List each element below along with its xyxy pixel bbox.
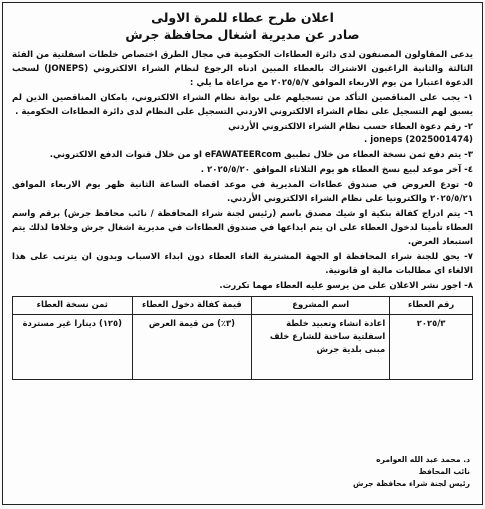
- item-8: ٨- اجور نشر الاعلان على من يرسو عليه العطاء مهما تكررت.: [219, 280, 473, 291]
- cell-copy-price: (١٢٥) دينارا غير مستردة: [13, 315, 133, 380]
- item-6: ٦- يتم ادراج كفالة بنكية او شيك مصدق باسم (رئيس لجنة شراء المحافظة / نائب محافظ جرش) برقم واسم العطاء تأمينا لدخول العطاء على ان يتم ايداعها في صندوق العطاءات في مديرية اشغال جرش وخلافا لذلك يتم استبعاد العرض.: [12, 208, 473, 247]
- cell-tender-number: ٢٠٢٥/٣: [390, 315, 473, 380]
- header-copy-price: ثمن نسخة العطاء: [13, 297, 133, 315]
- item-2: [12, 121, 473, 149]
- item-7: ٧- يحق للجنة شراء المحافظة او الجهة المشترية الغاء العطاء دون ابداء الاسباب وبدون ان يترتب على هذا الالغاء اي مطالبات مالية او قانونية.: [12, 251, 473, 276]
- announcement-title: [12, 9, 473, 43]
- table-header-row: [13, 297, 473, 315]
- table-row: [13, 315, 473, 380]
- signature-block: [353, 454, 470, 490]
- signatory-committee: رئيس لجنة شراء محافظة جرش: [352, 479, 470, 488]
- tender-announcement: [2, 2, 483, 505]
- title-line-1: اعلان طرح عطاء للمرة الاولى: [151, 10, 334, 25]
- header-tender-number: رقم العطاء: [390, 297, 473, 315]
- item-3: ٣- يتم دفع ثمن نسخة العطاء من خلال تطبيق eFAWATEERcom او من خلال قنوات الدفع الالكتروني.: [49, 150, 473, 161]
- intro-paragraph: يدعى المقاولون المصنفون لدى دائرة العطاءات الحكومية في مجال الطرق اختصاص خلطات اسفلتية من الفئة الثالثة والثانية الراغبون الاشتراك بالعطاء المبين ادناه الرجوع لنظام الشراء الالكتروني (JONEPS) لسحب الدعوة اعتبارا من يوم الاربعاء الموافق ٢٠٢٥/٥/٧ مع مراعاة ما يلي :: [12, 50, 473, 88]
- item-2-text: ٢- رقم دعوة العطاء حسب نظام الشراء الالكتروني الأردني: [228, 121, 473, 132]
- item-1: ١- يجب على المناقصين التأكد من تسجيلهم على بوابة نظام الشراء الالكتروني، بامكان المناقصين الذين لم يسبق لهم التسجيل على نظام الشراء الالكتروني الاردني التسجيل على النظام لدى دائرة العطاءات الحكومية .: [12, 92, 473, 117]
- title-line-2: صادر عن مديرية اشغال محافظة جرش: [125, 27, 360, 42]
- item-4: ٤- آخر موعد لبيع نسخ العطاء هو يوم الثلاثاء الموافق ٢٠٢٥/٥/٢٠ .: [200, 165, 473, 176]
- cell-guarantee-value: (٣٪) من قيمة العرض: [132, 315, 252, 380]
- header-project-name: اسم المشروع: [252, 297, 390, 315]
- item-5: ٥- تودع العروض في صندوق عطاءات المديرية في موعد اقصاه الساعة الثانية ظهر يوم الاربعاء الموافق ٢٠٢٥/٥/٢١ والكترونيا على نظام الشراء الالكتروني الأردني.: [12, 180, 473, 205]
- item-2-joneps-number: joneps (2025001474) .: [364, 135, 473, 146]
- signatory-name: د. محمد عبد الله العوامره: [376, 455, 470, 464]
- cell-project-name: اعادة انشاء وتعبيد خلطة اسفلتية ساخنة للشارع خلف مبنى بلدية جرش: [252, 315, 390, 380]
- tender-table: [12, 296, 473, 380]
- header-guarantee-value: قيمة كفالة دخول العطاء: [132, 297, 252, 315]
- signatory-role: نائب المحافظ: [418, 467, 470, 476]
